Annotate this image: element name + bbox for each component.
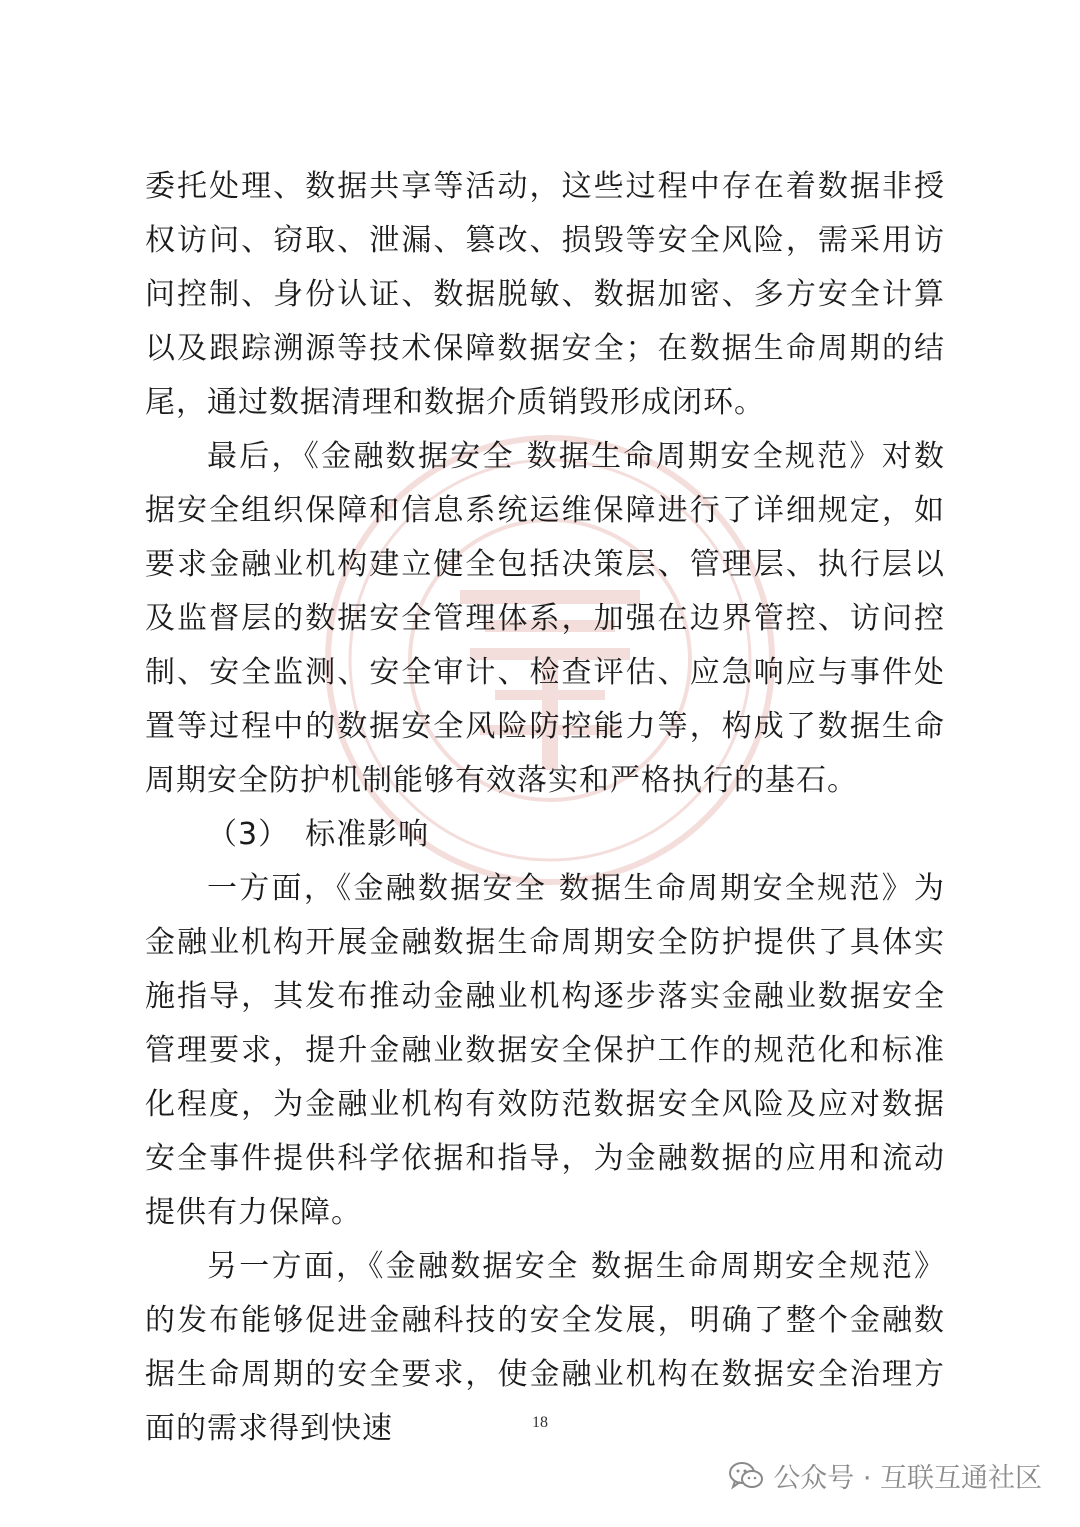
paragraph-2: 最后，《金融数据安全 数据生命周期安全规范》对数据安全组织保障和信息系统运维保障进行了详细规定，如要求金融业机构建立健全包括决策层、管理层、执行层以及监督层的数据安全管理体系，加强在边界管控、访问控制、安全监测、安全审计、检查评估、应急响应与事件处置等过程中的数据安全风险防控能力等，构成了数据生命周期安全防护机制能够有效落实和严格执行的基石。 xyxy=(145,439,945,798)
paragraph-3: 一方面，《金融数据安全 数据生命周期安全规范》为金融业机构开展金融数据生命周期安全防护提供了具体实施指导，其发布推动金融业机构逐步落实金融业数据安全管理要求，提升金融业数据安全保护工作的规范化和标准化程度，为金融业机构有效防范数据安全风险及应对数据安全事件提供科学依据和指导，为金融数据的应用和流动提供有力保障。 xyxy=(145,871,945,1230)
body-text xyxy=(145,160,945,1456)
paragraph-4: 另一方面，《金融数据安全 数据生命周期安全规范》的发布能够促进金融科技的安全发展，明确了整个金融数据生命周期的安全要求，使金融业机构在数据安全治理方面的需求得到快速 xyxy=(145,1249,945,1446)
wechat-icon xyxy=(729,1461,763,1491)
watermark-text: 公众号 · 互联互通社区 xyxy=(773,1463,1042,1494)
section-title: 标准影响 xyxy=(305,817,430,852)
page-number: 18 xyxy=(532,1414,548,1431)
section-heading xyxy=(145,808,945,862)
paragraph-1: 委托处理、数据共享等活动，这些过程中存在着数据非授权访问、窃取、泄漏、篡改、损毁等安全风险，需采用访问控制、身份认证、数据脱敏、数据加密、多方安全计算以及跟踪溯源等技术保障数据安全；在数据生命周期的结尾，通过数据清理和数据介质销毁形成闭环。 xyxy=(145,169,945,420)
watermark xyxy=(729,1456,1042,1495)
section-number: （3） xyxy=(207,817,290,852)
